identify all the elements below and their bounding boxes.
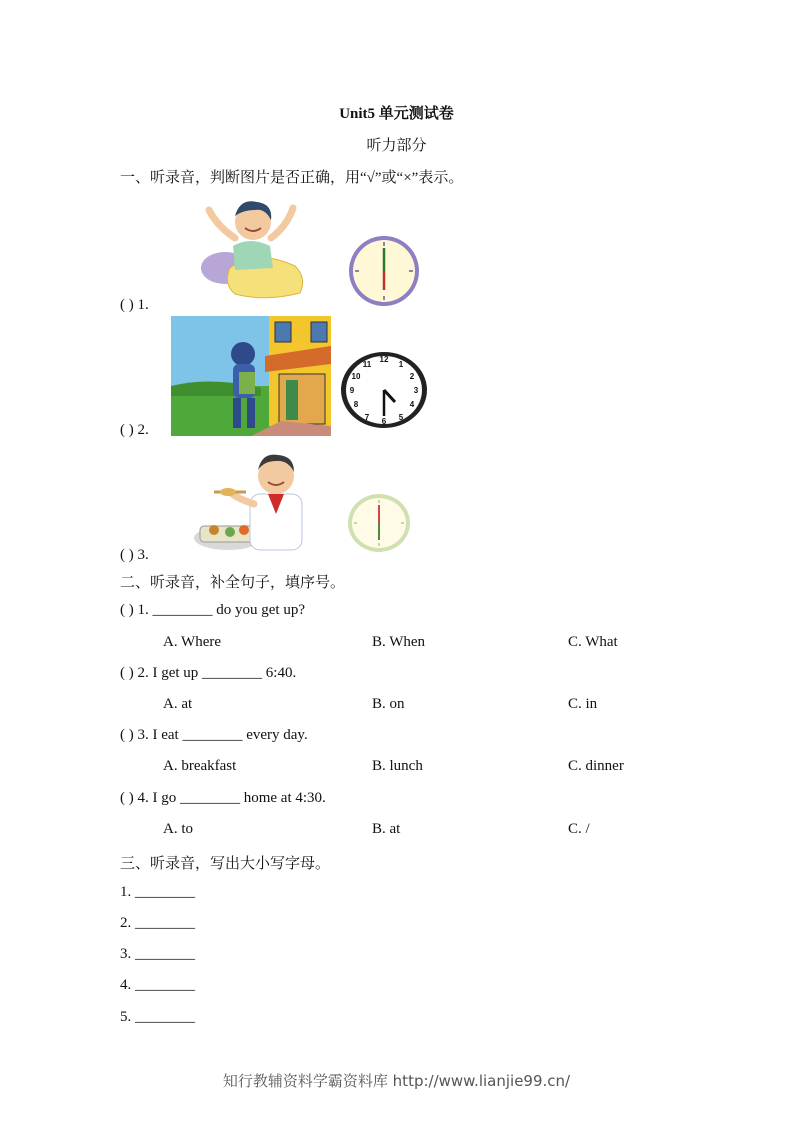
q2-option-a: A. at — [163, 696, 193, 712]
question-4: ( ) 4. I go ________ home at 4:30. — [120, 790, 326, 806]
clock-number-11: 11 — [362, 360, 372, 369]
question-2: ( ) 2. I get up ________ 6:40. — [120, 665, 297, 681]
question-1: ( ) 1. ________ do you get up? — [120, 602, 305, 618]
q3-option-c: C. dinner — [568, 758, 624, 774]
section1-heading: 一、听录音，判断图片是否正确，用“√”或“×”表示。 — [120, 170, 464, 186]
q1-option-a: A. Where — [163, 634, 222, 650]
section3-heading: 三、听录音，写出大小写字母。 — [120, 856, 331, 872]
clock-number-8: 8 — [353, 400, 359, 409]
boy-waking-up-image — [195, 198, 310, 302]
q1-option-b: B. When — [372, 634, 426, 650]
blank-2: 2. ________ — [120, 915, 195, 931]
blank-5: 5. ________ — [120, 1009, 195, 1025]
q4-option-b: B. at — [372, 821, 401, 837]
question-3: ( ) 3. I eat ________ every day. — [120, 727, 308, 743]
clock-number-7: 7 — [364, 413, 370, 422]
q3-option-b: B. lunch — [372, 758, 423, 774]
boy-eating-image — [188, 452, 312, 556]
clock-six-oclock-icon — [347, 234, 421, 308]
clock-number-9: 9 — [349, 386, 355, 395]
item1-label: ( ) 1. — [120, 297, 149, 313]
clock-number-5: 5 — [398, 413, 404, 422]
q2-option-c: C. in — [568, 696, 598, 712]
page-subtitle: 听力部分 — [366, 138, 427, 154]
item2-label: ( ) 2. — [120, 422, 149, 438]
q4-option-a: A. to — [163, 821, 193, 837]
q2-option-b: B. on — [372, 696, 405, 712]
boy-going-to-school-image — [171, 316, 331, 436]
blank-4: 4. ________ — [120, 977, 195, 993]
clock-number-12: 12 — [379, 355, 389, 364]
page-title: Unit5 单元测试卷 — [339, 106, 454, 122]
blank-1: 1. ________ — [120, 884, 195, 900]
clock-number-4: 4 — [409, 400, 415, 409]
blank-3: 3. ________ — [120, 946, 195, 962]
section2-heading: 二、听录音，补全句子，填序号。 — [120, 575, 346, 591]
clock-number-10: 10 — [351, 372, 361, 381]
page-footer-watermark: 知行教辅资料学霸资料库 http://www.lianjie99.cn/ — [222, 1072, 571, 1090]
q1-option-c: C. What — [568, 634, 618, 650]
clock-number-3: 3 — [413, 386, 419, 395]
clock-number-1: 1 — [398, 360, 404, 369]
q4-option-c: C. / — [568, 821, 590, 837]
clock-number-6: 6 — [381, 417, 387, 426]
clock-twelve-thirty-icon — [347, 493, 411, 553]
q3-option-a: A. breakfast — [163, 758, 237, 774]
clock-five-thirty-icon — [339, 350, 429, 430]
item3-label: ( ) 3. — [120, 547, 149, 563]
clock-number-2: 2 — [409, 372, 415, 381]
